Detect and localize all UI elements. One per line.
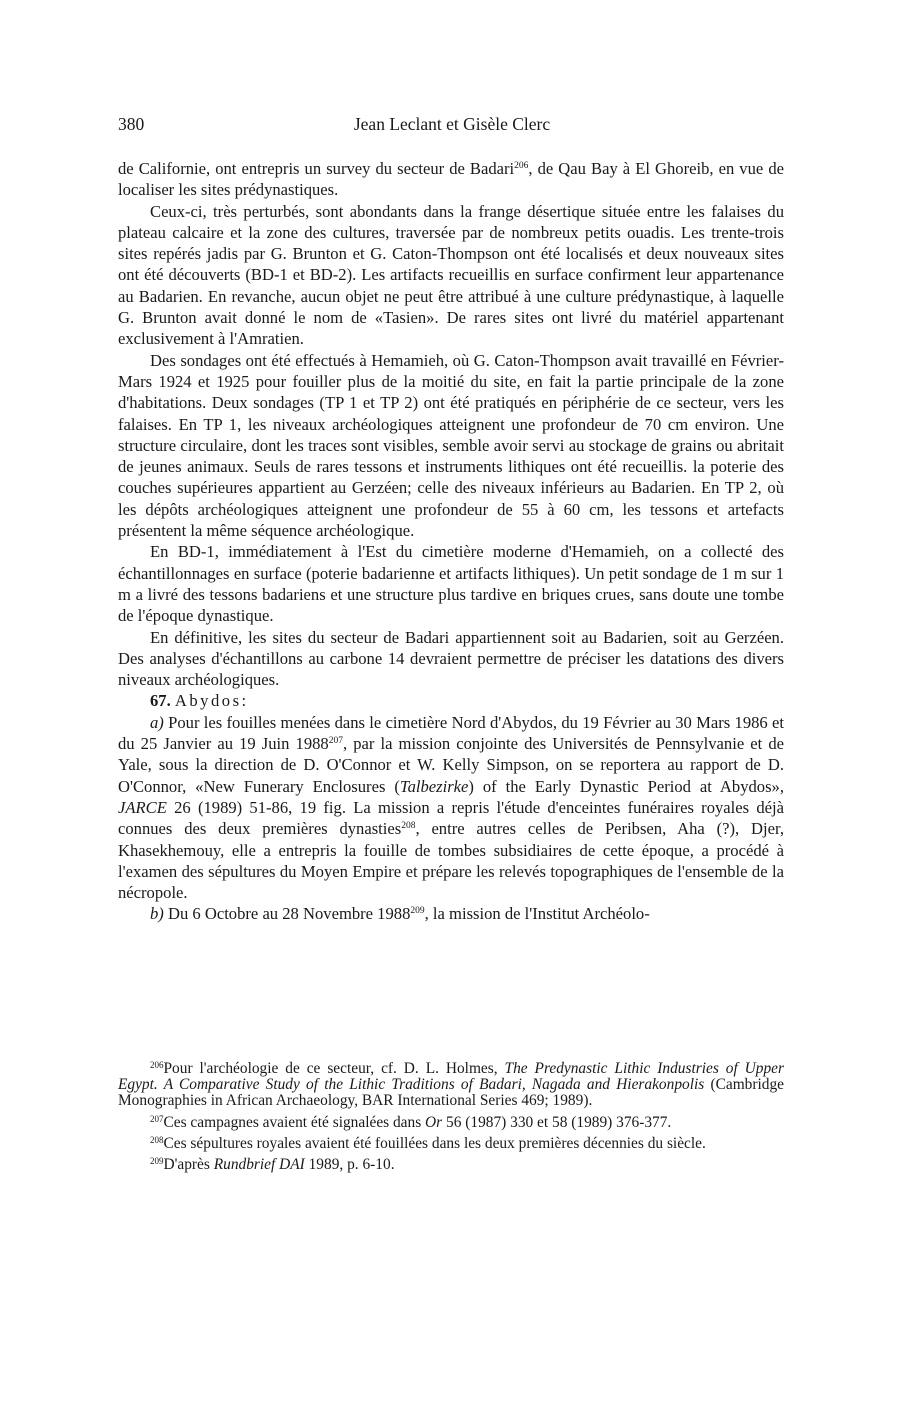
paragraph-6 <box>118 712 784 904</box>
footnote-number: 208 <box>150 1134 164 1145</box>
text-span: Pour les fouilles menées dans le cimetière Nord d'Abydos, du 19 Février au 30 Mars 1986 et du 25 Janvier au 19 Juin 1988 <box>118 712 784 754</box>
text-span: D'après <box>163 1156 214 1174</box>
text-span: , par la mission conjointe des Universités de Pennsylvanie et de Yale, sous la direction de D. O'Connor et W. Kelly Simpson, on se reportera au rapport de D. O'Connor, «New Funerary Enclosures ( <box>118 734 784 796</box>
paragraph-1 <box>118 158 784 201</box>
footnote-ref-206: 206 <box>514 161 529 171</box>
section-number: 67. <box>150 691 171 711</box>
footnote-ref-207: 207 <box>328 736 343 747</box>
paragraph-7 <box>118 903 784 924</box>
text-span: Pour l'archéologie de ce secteur, cf. D. L. Holmes, <box>163 1060 505 1077</box>
footnote-ref-208: 208 <box>401 821 416 832</box>
text-span: ) of the Early Dynastic Period at Abydos», <box>468 776 784 796</box>
text-span: de Californie, ont entrepris un survey du secteur de Badari <box>118 159 515 178</box>
section-heading-abydos <box>118 690 784 711</box>
paragraph-5: En définitive, les sites du secteur de Badari appartiennent soit au Badarien, soit au Gerzéen. Des analyses d'échantillons au carbone 14 devraient permettre de préciser les datations des divers niveaux archéologiques. <box>118 627 784 690</box>
running-title: Jean Leclant et Gisèle Clerc <box>353 114 551 134</box>
text-span: , entre autres celles de Peribsen, Aha (?), Djer, Khasekhemouy, elle a entrepris la fouille de tombes subsidiaires de cette époque, a procédé à l'examen des sépultures du Moyen Empire et prépare les relevés topographiques de l'ensemble de la nécropole. <box>118 819 784 903</box>
italic-term: Talbezirke <box>399 776 469 796</box>
footnote-209 <box>118 1157 784 1173</box>
footnote-ref-209: 209 <box>410 906 425 917</box>
footnote-number: 209 <box>150 1156 164 1167</box>
item-label-a: a) <box>150 712 164 732</box>
text-span: 56 (1987) 330 et 58 (1989) 376-377. <box>442 1113 672 1131</box>
journal-title: Rundbrief DAI <box>213 1156 305 1174</box>
page-number: 380 <box>118 114 145 134</box>
paragraph-2: Ceux-ci, très perturbés, sont abondants dans la frange désertique située entre les falaises du plateau calcaire et la zone des cultures, traversée par de nombreux petits ouadis. Les trente-trois sites repérés jadis par G. Brunton et G. Caton-Thompson ont été localisés et deux nouveaux sites ont été découverts (BD-1 et BD-2). Les artifacts recueillis en surface confirment leur appartenance au Badarien. En revanche, aucun objet ne peut être attribué à une culture prédynastique, à laquelle G. Brunton avait donné le nom de «Tasien». De rares sites ont livré du matériel appartenant exclusivement à l'Amratien. <box>118 201 784 349</box>
section-title: Abydos: <box>174 691 249 711</box>
page-header <box>118 114 786 138</box>
text-span: 26 (1989) 51-86, 19 fig. La mission a repris l'étude d'enceintes funéraires royales déjà connues des deux premières dynasties <box>118 797 784 839</box>
text-span: Ces sépultures royales avaient été fouillées dans les deux premières décennies du siècle. <box>163 1134 706 1152</box>
footnote-number: 207 <box>150 1113 164 1124</box>
paragraph-4: En BD-1, immédiatement à l'Est du cimetière moderne d'Hemamieh, on a collecté des échantillonnages en surface (poterie badarienne et artifacts lithiques). Un petit sondage de 1 m sur 1 m a livré des tessons badariens et une structure plus tardive en briques crues, sans doute une tombe de l'époque dynastique. <box>118 542 784 626</box>
paragraph-3: Des sondages ont été effectués à Hemamieh, où G. Caton-Thompson avait travaillé en Février-Mars 1924 et 1925 pour fouiller plus de la moitié du site, en fait la partie principale de la zone d'habitations. Deux sondages (TP 1 et TP 2) ont été pratiqués en périphérie de ce secteur, vers les falaises. En TP 1, les niveaux archéologiques atteignent une profondeur de 70 cm environ. Une structure circulaire, dont les traces sont visibles, semble avoir servi au stockage de grains ou abritait de jeunes animaux. Seuls de rares tessons et instruments lithiques ont été recueillis. la poterie des couches supérieures appartient au Gerzéen; celle des niveaux inférieurs au Badarien. En TP 2, où les dépôts archéologiques atteignent une profondeur de 55 à 60 cm, les tessons et artefacts présentent la même séquence archéologique. <box>118 350 784 541</box>
footnote-number: 206 <box>150 1060 164 1070</box>
item-label-b: b) <box>150 904 164 924</box>
text-span: , la mission de l'Institut Archéolo- <box>424 904 650 924</box>
text-span: , de Qau Bay à El Ghoreib, en vue de localiser les sites prédynastiques. <box>118 159 784 200</box>
text-span: Du 6 Octobre au 28 Novembre 1988 <box>163 904 411 924</box>
footnote-207 <box>118 1115 784 1131</box>
text-span: Ces campagnes avaient été signalées dans <box>163 1113 426 1131</box>
book-title: The Predynastic Lithic Industries of Upper Egypt. A Comparative Study of the Lithic Traditions of Badari, Nagada and Hierakonpolis <box>118 1060 784 1094</box>
journal-title: JARCE <box>118 797 167 817</box>
journal-title: Or <box>425 1113 443 1131</box>
text-span: 1989, p. 6-10. <box>304 1156 395 1174</box>
footnote-206 <box>118 1061 784 1110</box>
body-text <box>118 158 784 925</box>
text-span: (Cambridge Monographies in African Archaeology, BAR International Series 469; 1989). <box>118 1076 784 1110</box>
footnote-208 <box>118 1136 784 1152</box>
footnotes <box>118 1061 784 1178</box>
